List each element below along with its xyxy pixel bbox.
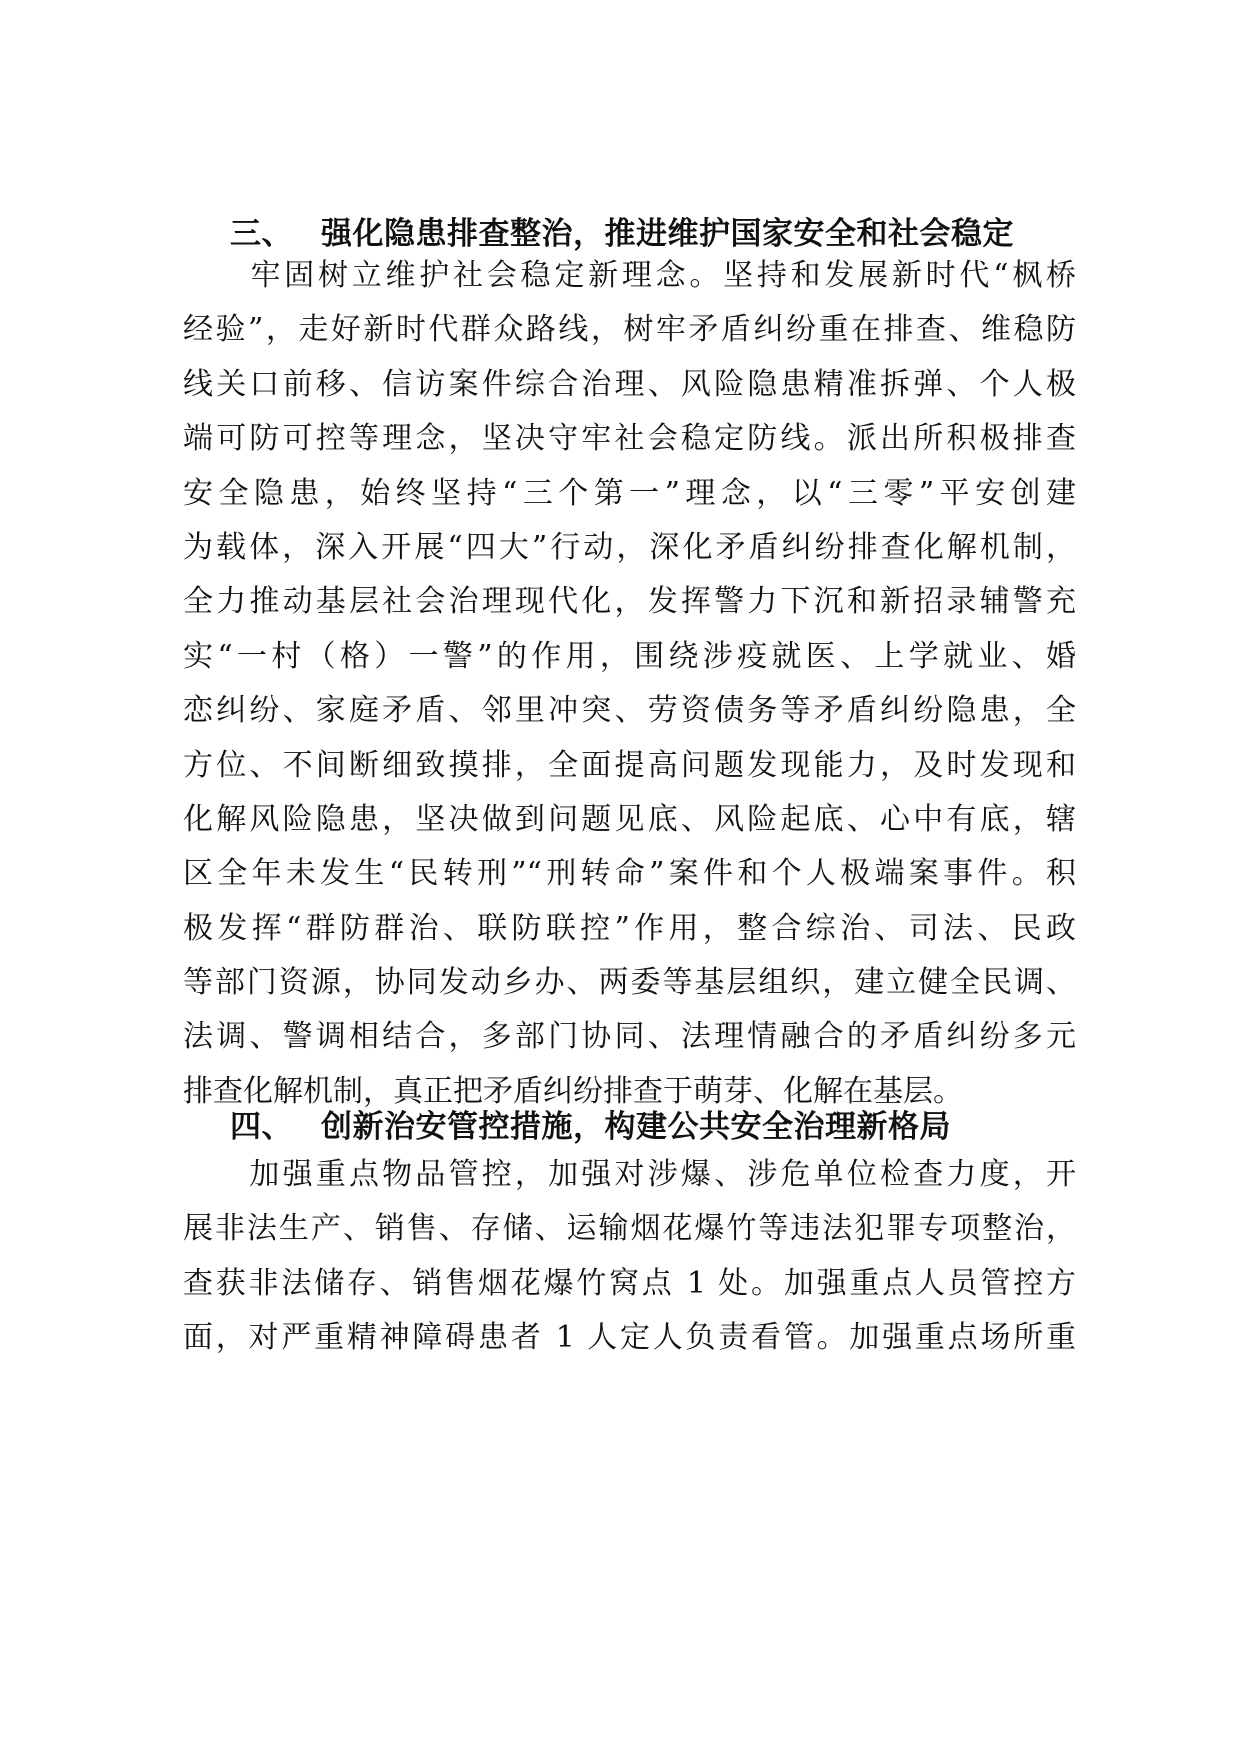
- paragraph-line: 化解风险隐患，坚决做到问题见底、风险起底、心中有底，辖: [183, 801, 1076, 837]
- section-4-heading: [230, 1107, 1070, 1147]
- paragraph-line: 端可防可控等理念，坚决守牢社会稳定防线。派出所积极排查: [183, 421, 1076, 457]
- paragraph-line: 等部门资源，协同发动乡办、两委等基层组织，建立健全民调、: [183, 965, 1076, 1001]
- paragraph-line: 方位、不间断细致摸排，全面提高问题发现能力，及时发现和: [183, 747, 1076, 783]
- section-3-number: 三、: [230, 216, 293, 252]
- paragraph-line: 面，对严重精神障碍患者 1 人定人负责看管。加强重点场所重: [183, 1320, 1076, 1356]
- section-4-title: 创新治安管控措施，构建公共安全治理新格局: [321, 1109, 951, 1145]
- paragraph-line: 牢固树立维护社会稳定新理念。坚持和发展新时代“枫桥: [183, 258, 1076, 293]
- paragraph-line: 法调、警调相结合，多部门协同、法理情融合的矛盾纠纷多元: [183, 1019, 1076, 1055]
- paragraph-line: 线关口前移、信访案件综合治理、风险隐患精准拆弹、个人极: [183, 366, 1076, 402]
- paragraph-line: 恋纠纷、家庭矛盾、邻里冲突、劳资债务等矛盾纠纷隐患，全: [183, 693, 1076, 729]
- paragraph-line: 查获非法储存、销售烟花爆竹窝点 1 处。加强重点人员管控方: [183, 1265, 1076, 1301]
- paragraph-line: 加强重点物品管控，加强对涉爆、涉危单位检查力度，开: [183, 1157, 1076, 1192]
- paragraph-line: 实“一村（格）一警”的作用，围绕涉疫就医、上学就业、婚: [183, 638, 1076, 674]
- section-3-body: [183, 249, 1076, 1119]
- paragraph-line: 全力推动基层社会治理现代化，发挥警力下沉和新招录辅警充: [183, 584, 1076, 620]
- paragraph-line: 经验”，走好新时代群众路线，树牢矛盾纠纷重在排查、维稳防: [183, 312, 1076, 348]
- section-4-number: 四、: [230, 1109, 293, 1145]
- section-3-title: 强化隐患排查整治，推进维护国家安全和社会稳定: [321, 216, 1014, 252]
- paragraph-line: 区全年未发生“民转刑”“刑转命”案件和个人极端案事件。积: [183, 856, 1076, 892]
- section-3-heading: [230, 214, 1070, 254]
- paragraph-line: 排查化解机制，真正把矛盾纠纷排查于萌芽、化解在基层。: [183, 1073, 963, 1109]
- paragraph-line: 极发挥“群防群治、联防联控”作用，整合综治、司法、民政: [183, 910, 1076, 946]
- paragraph-line: 为载体，深入开展“四大”行动，深化矛盾纠纷排查化解机制，: [183, 529, 1076, 565]
- section-4-body: [183, 1148, 1076, 1366]
- paragraph-line: 展非法生产、销售、存储、运输烟花爆竹等违法犯罪专项整治，: [183, 1211, 1076, 1247]
- paragraph-line: 安全隐患，始终坚持“三个第一”理念，以“三零”平安创建: [183, 475, 1076, 511]
